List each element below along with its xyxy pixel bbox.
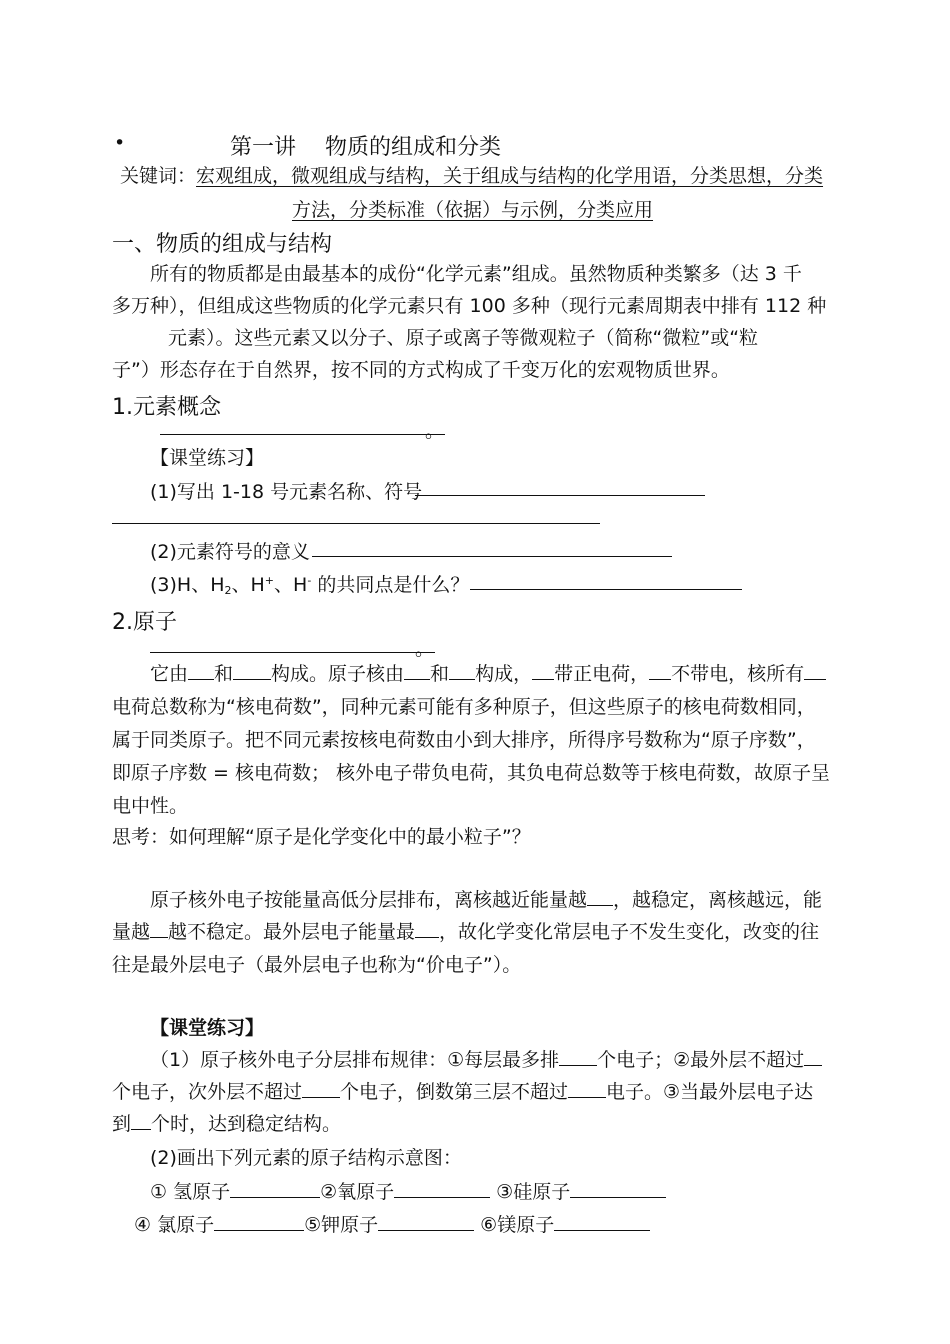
atom-label-silicon: ③硅原子 (490, 1181, 571, 1203)
atom-text: 和 (430, 663, 450, 685)
blank[interactable] (570, 1178, 666, 1198)
electron-text: 量越 (112, 921, 151, 943)
electron-text: ，越稳定，离核越远，能 (613, 889, 823, 911)
blank[interactable] (568, 1078, 606, 1098)
atom-text: 和 (214, 663, 234, 685)
blank[interactable] (587, 886, 613, 906)
blank[interactable] (394, 1178, 490, 1198)
q3-superscript-plus: + (264, 574, 275, 587)
subheading-atom: 2.原子 (112, 610, 177, 635)
practice-text: 个时，达到稳定结构。 (151, 1113, 342, 1135)
practice2-line-3 (112, 1109, 341, 1136)
section-heading: 一、物质的组成与结构 (112, 232, 333, 257)
atom-drawing-row-2 (134, 1210, 650, 1237)
blank[interactable] (804, 1046, 822, 1066)
question-1: (1)写出 1-18 号元素名称、符号 (150, 481, 423, 503)
intro-line-2: 多万种），但组成这些物质的化学元素只有 100 多种（现行元素周期表中排有 112 种 (112, 295, 827, 317)
q3-superscript-minus: - (307, 574, 312, 587)
answer-line-q2[interactable] (312, 556, 672, 557)
period-mark: 。 (425, 420, 445, 442)
keywords-line-2: 方法，分类标准（依据）与示例，分类应用 (292, 199, 654, 221)
atom-line-2: 电荷总数称为“核电荷数”，同种元素可能有多种原子，但这些原子的核电荷数相同， (112, 696, 816, 718)
atom-line-3: 属于同类原子。把不同元素按核电荷数由小到大排序，所得序号数称为“原子序数”， (112, 729, 816, 751)
q3-text-c: 、H (274, 574, 308, 596)
atom-label-magnesium: ⑥镁原子 (474, 1214, 555, 1236)
practice2-question-2: (2)画出下列元素的原子结构示意图： (150, 1147, 462, 1169)
atom-label-potassium: ⑤钾原子 (304, 1214, 379, 1236)
blank[interactable] (230, 1178, 320, 1198)
period-mark-atom: 。 (415, 638, 435, 660)
answer-line-q1[interactable] (415, 495, 705, 496)
practice-text: （1）原子核外电子分层排布规律：①每层最多排 (150, 1049, 560, 1071)
keywords-line-1 (120, 161, 823, 188)
think-question: 思考：如何理解“原子是化学变化中的最小粒子”？ (112, 826, 531, 848)
practice2-line-1 (150, 1045, 822, 1072)
atom-label-hydrogen: ① 氢原子 (150, 1181, 231, 1203)
practice-text: 个电子，倒数第三层不超过 (340, 1081, 569, 1103)
question-3 (150, 570, 469, 597)
blank[interactable] (532, 660, 554, 680)
atom-text: 构成。原子核由 (271, 663, 405, 685)
answer-line-q1-cont[interactable] (112, 523, 600, 524)
atom-label-chlorine: ④ 氯原子 (134, 1214, 215, 1236)
practice-text: 到 (112, 1113, 132, 1135)
blank[interactable] (131, 1110, 151, 1130)
blank[interactable] (649, 660, 671, 680)
electron-text: 越不稳定。最外层电子能量最 (168, 921, 416, 943)
bullet: • (114, 132, 126, 154)
answer-line-element-concept[interactable] (160, 434, 445, 435)
electron-line-2 (112, 917, 819, 944)
intro-line-3: 元素）。这些元素又以分子、原子或离子等微观粒子（简称“微粒”或“粒 (168, 327, 759, 349)
practice-text: 个电子，次外层不超过 (112, 1081, 303, 1103)
atom-text: 带正电荷， (554, 663, 650, 685)
atom-drawing-row-1 (150, 1177, 666, 1204)
blank[interactable] (302, 1078, 340, 1098)
atom-text: 构成， (475, 663, 533, 685)
q3-subscript: 2 (224, 584, 232, 597)
blank[interactable] (449, 660, 475, 680)
atom-label-oxygen: ②氧原子 (320, 1181, 395, 1203)
q3-text-d: 的共同点是什么？ (311, 574, 470, 596)
question-2: (2)元素符号的意义 (150, 541, 310, 563)
keywords-label: 关键词： (120, 165, 197, 187)
blank[interactable] (559, 1046, 597, 1066)
answer-line-atom[interactable] (150, 652, 435, 653)
atom-line-1 (150, 659, 826, 686)
electron-text: 原子核外电子按能量高低分层排布，离核越近能量越 (150, 889, 588, 911)
q3-text-a: (3)H、H (150, 574, 225, 596)
keywords-text-1: 宏观组成，微观组成与结构，关于组成与结构的化学用语，分类思想，分类 (196, 165, 824, 187)
blank[interactable] (415, 918, 439, 938)
intro-line-1: 所有的物质都是由最基本的成份“化学元素”组成。虽然物质种类繁多（达 3 千 (150, 263, 802, 285)
practice2-line-2 (112, 1077, 813, 1104)
answer-line-q3[interactable] (470, 589, 742, 590)
atom-line-4: 即原子序数 = 核电荷数； 核外电子带负电荷，其负电荷总数等于核电荷数，故原子呈 (112, 762, 831, 784)
blank[interactable] (378, 1211, 474, 1231)
blank[interactable] (233, 660, 271, 680)
atom-line-5: 电中性。 (112, 795, 189, 817)
subheading-element-concept: 1.元素概念 (112, 395, 221, 420)
blank[interactable] (214, 1211, 304, 1231)
electron-line-1 (150, 885, 822, 912)
practice-text: 个电子；②最外层不超过 (597, 1049, 805, 1071)
blank[interactable] (188, 660, 214, 680)
atom-text: 它由 (150, 663, 189, 685)
intro-line-4: 子”）形态存在于自然界，按不同的方式构成了千变万化的宏观物质世界。 (112, 359, 730, 381)
q3-text-b: 、H (231, 574, 265, 596)
atom-text: 不带电，核所有 (671, 663, 805, 685)
practice-label-2: 【课堂练习】 (150, 1017, 265, 1039)
blank[interactable] (404, 660, 430, 680)
blank[interactable] (150, 918, 168, 938)
practice-label-1: 【课堂练习】 (150, 447, 265, 469)
page-title: 第一讲 物质的组成和分类 (230, 135, 501, 160)
electron-text: ，故化学变化常层电子不发生变化，改变的往 (439, 921, 820, 943)
electron-line-3: 往是最外层电子（最外层电子也称为“价电子”）。 (112, 954, 522, 976)
blank[interactable] (554, 1211, 650, 1231)
practice-text: 电子。③当最外层电子达 (606, 1081, 814, 1103)
blank[interactable] (804, 660, 826, 680)
